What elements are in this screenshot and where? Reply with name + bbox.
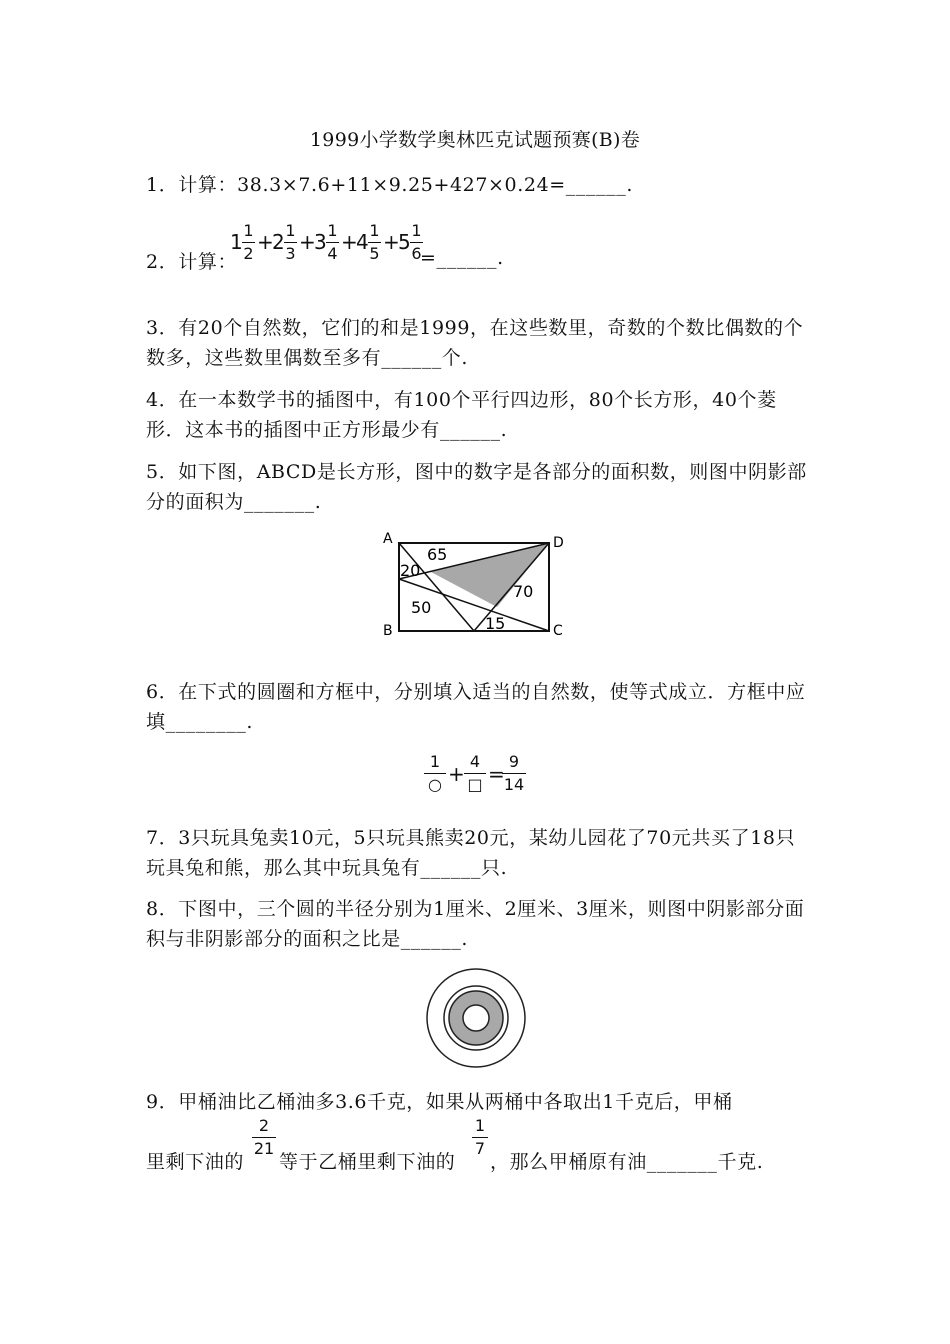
area-label-15: 15 [485, 614, 506, 633]
fraction-numerator: 1 [285, 221, 296, 240]
mixed-number-whole: 2 [272, 230, 285, 254]
area-label-50: 50 [411, 598, 432, 617]
mixed-number-whole: 1 [230, 230, 243, 254]
mixed-number-fraction [242, 221, 255, 264]
question-9-fraction-1-numerator: 2 [258, 1116, 270, 1135]
fraction-3-numerator: 9 [508, 752, 520, 771]
question-7: 7．3只玩具兔卖10元，5只玩具熊卖20元，某幼儿园花了70元共买了18只玩具兔和熊，那么其中玩具兔有______只. [146, 827, 796, 879]
mixed-number-fraction [326, 221, 339, 264]
question-1: 1．计算：38.3×7.6+11×9.25+427×0.24=______. [146, 174, 634, 196]
fraction-2-numerator: 4 [469, 752, 481, 771]
figure-5-rectangle [375, 525, 575, 645]
fraction-numerator: 1 [243, 221, 254, 240]
fraction-denominator: 2 [243, 244, 254, 263]
plus-sign: + [341, 230, 358, 254]
plus-sign: + [257, 230, 274, 254]
question-2-prefix: 2．计算： [146, 251, 238, 273]
inner-circle [463, 1005, 489, 1031]
mixed-number-whole: 3 [314, 230, 327, 254]
fraction-numerator: 1 [327, 221, 338, 240]
fraction-1-numerator: 1 [429, 752, 441, 771]
question-9-fraction-1-denominator: 21 [253, 1139, 275, 1158]
question-6: 6．在下式的圆圈和方框中，分别填入适当的自然数，使等式成立．方框中应填________. [146, 681, 806, 733]
question-2-suffix: =______. [420, 247, 504, 269]
page-title: 1999小学数学奥林匹克试题预赛(B)卷 [309, 129, 641, 151]
question-5: 5．如下图，ABCD是长方形，图中的数字是各部分的面积数，则图中阴影部分的面积为_______. [146, 461, 807, 513]
question-9-fraction-1 [252, 1116, 276, 1159]
equals-sign: = [488, 762, 505, 786]
fraction-numerator: 1 [411, 221, 422, 240]
area-label-20: 20 [400, 561, 421, 580]
question-9-fraction-2 [472, 1116, 488, 1159]
mixed-number-whole: 5 [398, 230, 411, 254]
fraction-denominator: 4 [327, 244, 338, 263]
question-9-fraction-2-numerator: 1 [474, 1116, 486, 1135]
question-9-part-c: ，那么甲桶原有油_______千克. [490, 1151, 764, 1173]
fraction-2 [464, 752, 486, 795]
fraction-denominator: 6 [411, 244, 422, 263]
fraction-denominator: 5 [369, 244, 380, 263]
question-8: 8．下图中，三个圆的半径分别为1厘米、2厘米、3厘米，则图中阴影部分面积与非阴影部分的面积之比是______. [146, 898, 805, 950]
plus-sign: + [383, 230, 400, 254]
mixed-number-whole: 4 [356, 230, 369, 254]
area-label-65: 65 [427, 545, 448, 564]
corner-b-label: B [383, 623, 393, 639]
fraction-3 [502, 752, 526, 795]
circle-box: ○ [428, 775, 442, 794]
question-9-line-1: 9．甲桶油比乙桶油多3.6千克，如果从两桶中各取出1千克后，甲桶 [146, 1091, 733, 1113]
fraction-3-denominator: 14 [503, 775, 525, 794]
area-label-70: 70 [513, 582, 534, 601]
question-9-part-b: 等于乙桶里剩下油的 [279, 1151, 456, 1173]
question-9-part-a: 里剩下油的 [146, 1151, 245, 1173]
question-3: 3．有20个自然数，它们的和是1999，在这些数里，奇数的个数比偶数的个数多，这些数里偶数至多有______个. [146, 317, 804, 369]
fraction-1 [424, 752, 446, 795]
square-box: □ [467, 775, 483, 794]
mixed-number-fraction [368, 221, 381, 264]
corner-a-label: A [383, 531, 393, 547]
fraction-denominator: 3 [285, 244, 296, 263]
figure-8-circles [424, 966, 528, 1070]
question-4: 4．在一本数学书的插图中，有100个平行四边形，80个长方形，40个菱形．这本书的插图中正方形最少有______. [146, 389, 777, 441]
plus-sign: + [299, 230, 316, 254]
mixed-number-fraction [284, 221, 297, 264]
fraction-numerator: 1 [369, 221, 380, 240]
corner-d-label: D [553, 535, 564, 551]
plus-sign: + [448, 762, 465, 786]
corner-c-label: C [553, 623, 563, 639]
question-9-fraction-2-denominator: 7 [474, 1139, 486, 1158]
